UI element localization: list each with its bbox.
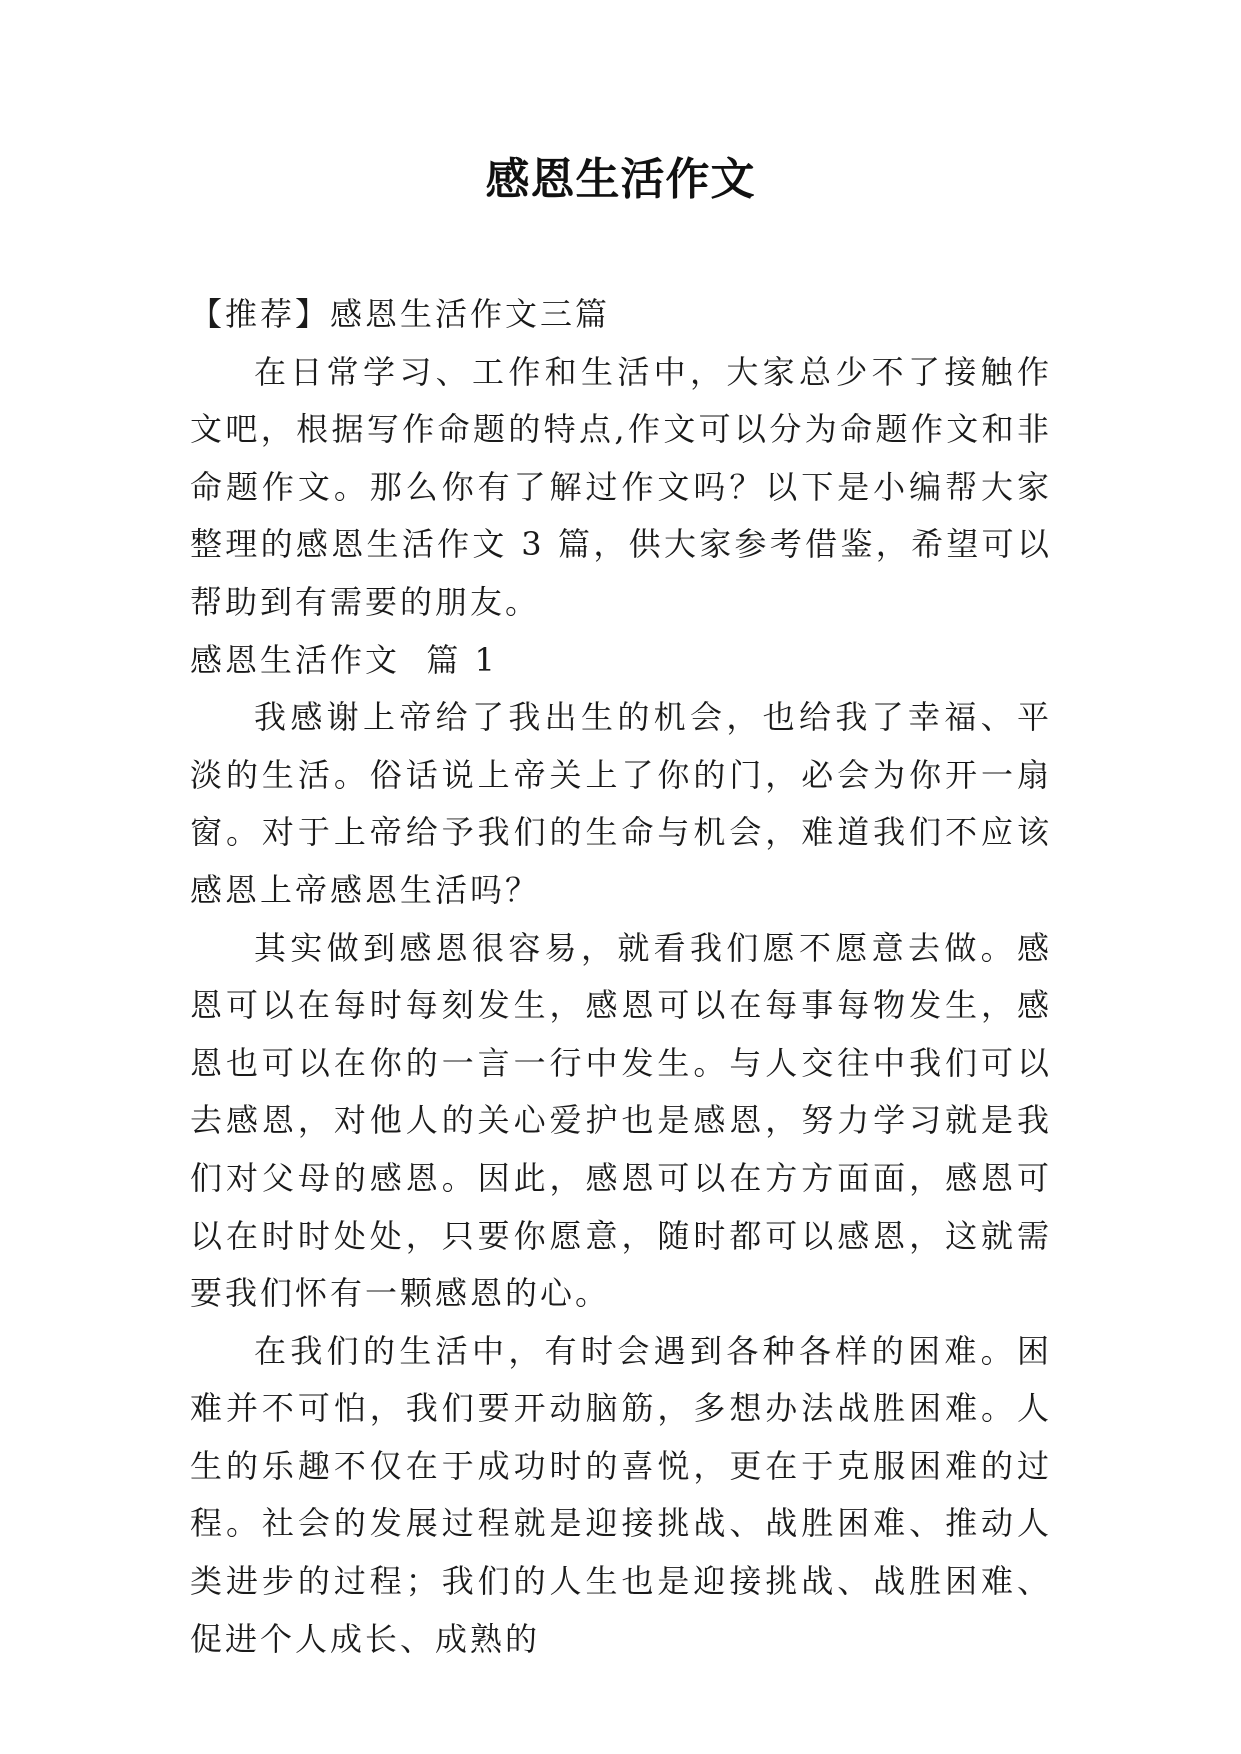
section-heading: 感恩生活作文 篇 1 — [190, 640, 498, 679]
page-title: 感恩生活作文 — [485, 154, 756, 205]
document-body — [190, 286, 1052, 1668]
body-paragraph: 其实做到感恩很容易，就看我们愿不愿意去做。感恩可以在每时每刻发生，感恩可以在每事每物发生，感恩也可以在你的一言一行中发生。与人交往中我们可以去感恩，对他人的关心爱护也是感恩，努力学习就是我们对父母的感恩。因此，感恩可以在方方面面，感恩可以在时时处处，只要你愿意，随时都可以感恩，这就需要我们怀有一颗感恩的心。 — [190, 928, 1052, 1313]
body-paragraph: 在我们的生活中，有时会遇到各种各样的困难。困难并不可怕，我们要开动脑筋，多想办法战胜困难。人生的乐趣不仅在于成功时的喜悦，更在于克服困难的过程。社会的发展过程就是迎接挑战、战胜困难、推动人类进步的过程；我们的人生也是迎接挑战、战胜困难、促进个人成长、成熟的 — [190, 1331, 1052, 1658]
document-subheading: 【推荐】感恩生活作文三篇 — [190, 295, 611, 333]
intro-paragraph: 在日常学习、工作和生活中，大家总少不了接触作文吧，根据写作命题的特点,作文可以分为命题作文和非命题作文。那么你有了解过作文吗？以下是小编帮大家整理的感恩生活作文 3 篇，供大家参考借鉴，希望可以帮助到有需要的朋友。 — [190, 352, 1052, 621]
body-paragraph: 我感谢上帝给了我出生的机会，也给我了幸福、平淡的生活。俗话说上帝关上了你的门，必会为你开一扇窗。对于上帝给予我们的生命与机会，难道我们不应该感恩上帝感恩生活吗？ — [190, 698, 1052, 909]
